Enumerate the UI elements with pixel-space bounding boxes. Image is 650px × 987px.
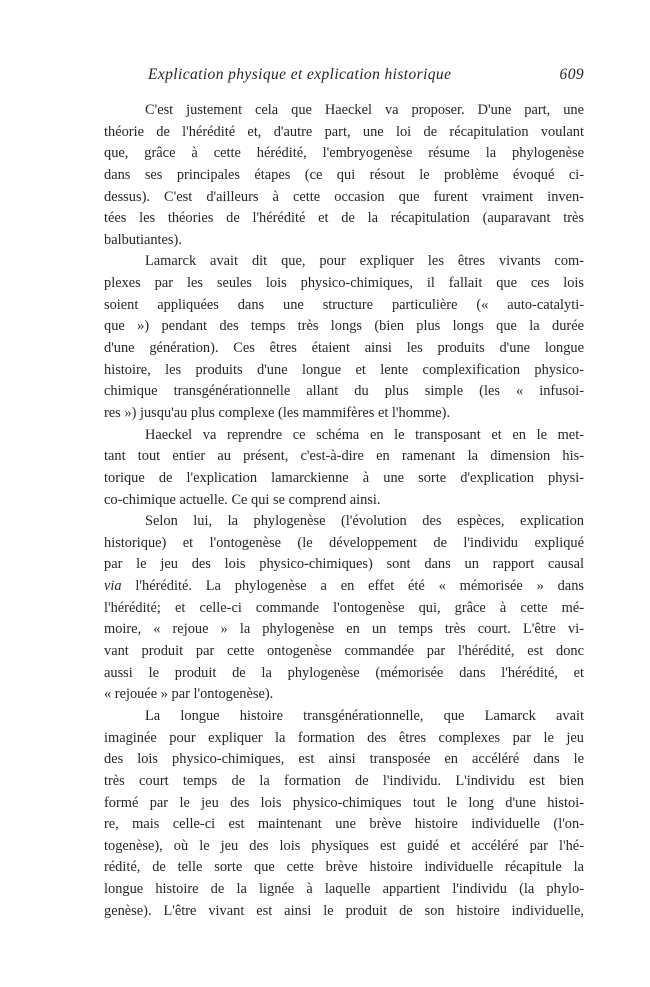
text-line: soient appliquées dans une structure particulière (« auto-catalyti-: [104, 296, 584, 313]
text-line: d'une génération). Ces êtres étaient ainsi les produits d'une longue: [104, 340, 584, 357]
page-number: 609: [559, 66, 584, 83]
book-page: [104, 66, 584, 922]
text-line: très court temps de la formation de l'individu. L'individu est bien: [104, 772, 584, 789]
running-head-title: Explication physique et explication historique: [148, 66, 452, 83]
text-line: longue histoire de la lignée à laquelle appartient l'individu (la phylo-: [104, 881, 584, 898]
paragraph-first-line: Lamarck avait dit que, pour expliquer les êtres vivants com-: [145, 253, 584, 270]
text-line: torique de l'explication lamarckienne à une sorte d'explication physi-: [104, 469, 584, 486]
text-line: chimique transgénérationnelle allant du plus simple (les « infusoi-: [104, 383, 584, 400]
text-line: tant tout entier au présent, c'est-à-dire en ramenant la dimension his-: [104, 448, 584, 465]
text-line: « rejouée » par l'ontogenèse).: [104, 686, 274, 703]
paragraph-first-line: La longue histoire transgénérationnelle, que Lamarck avait: [145, 707, 584, 724]
text-line: historique) et l'ontogenèse (le développement de l'individu expliqué: [104, 534, 584, 551]
text-line: que ») pendant des temps très longs (bien plus longs que la durée: [104, 318, 584, 335]
text-line: aussi le produit de la phylogenèse (mémorisée dans l'hérédité, et: [104, 664, 584, 681]
text-line: moire, « rejoue » la phylogenèse en un temps très court. L'être vi-: [104, 621, 584, 638]
text-line: dessus). C'est d'ailleurs à cette occasion que furent vraiment inven-: [104, 188, 584, 205]
text-line: histoire, les produits d'une longue et lente complexification physico-: [104, 361, 584, 378]
running-head: [104, 66, 584, 90]
body-text: [104, 100, 584, 922]
text-line: re, mais celle-ci est maintenant une brève histoire individuelle (l'on-: [104, 816, 584, 833]
text-line: tées les théories de l'hérédité et de la récapitulation (auparavant très: [104, 210, 584, 227]
text-line: togenèse), où le jeu des lois physiques est guidé et accéléré par l'hé-: [104, 837, 584, 854]
text-line: vant produit par cette ontogenèse commandée par l'hérédité, est donc: [104, 643, 584, 660]
text-line: imaginée pour expliquer la formation des êtres complexes par le jeu: [104, 729, 584, 746]
text-line: balbutiantes).: [104, 231, 182, 248]
text-line: théorie de l'hérédité et, d'autre part, une loi de récapitulation voulant: [104, 123, 584, 140]
paragraph-first-line: C'est justement cela que Haeckel va proposer. D'une part, une: [145, 102, 584, 118]
text-line: genèse). L'être vivant est ainsi le produit de son histoire individuelle,: [104, 902, 584, 919]
text-line: res ») jusqu'au plus complexe (les mammifères et l'homme).: [104, 404, 451, 421]
text-line: plexes par les seules lois physico-chimiques, il fallait que ces lois: [104, 275, 584, 292]
text-line: l'hérédité; et celle-ci commande l'ontogenèse qui, grâce à cette mé-: [104, 599, 584, 616]
text-line: via l'hérédité. La phylogenèse a en effet été « mémorisée » dans: [104, 578, 584, 595]
paragraph-first-line: Selon lui, la phylogenèse (l'évolution des espèces, explication: [145, 513, 584, 530]
text-line: que, grâce à cette hérédité, l'embryogenèse résume la phylogenèse: [104, 145, 584, 162]
paragraph-first-line: Haeckel va reprendre ce schéma en le transposant et en le met-: [145, 426, 584, 443]
text-line: co-chimique actuelle. Ce qui se comprend ainsi.: [104, 491, 381, 508]
text-line: dans ses principales étapes (ce qui résout le problème évoqué ci-: [104, 166, 584, 183]
text-line: par le jeu des lois physico-chimiques) sont dans un rapport causal: [104, 556, 584, 573]
text-line: des lois physico-chimiques, est ainsi transposée en accéléré dans le: [104, 751, 584, 768]
text-line: rédité, de telle sorte que cette brève histoire individuelle récapitule la: [104, 859, 584, 876]
text-line: formé par le jeu des lois physico-chimiques tout le long d'une histoi-: [104, 794, 584, 811]
